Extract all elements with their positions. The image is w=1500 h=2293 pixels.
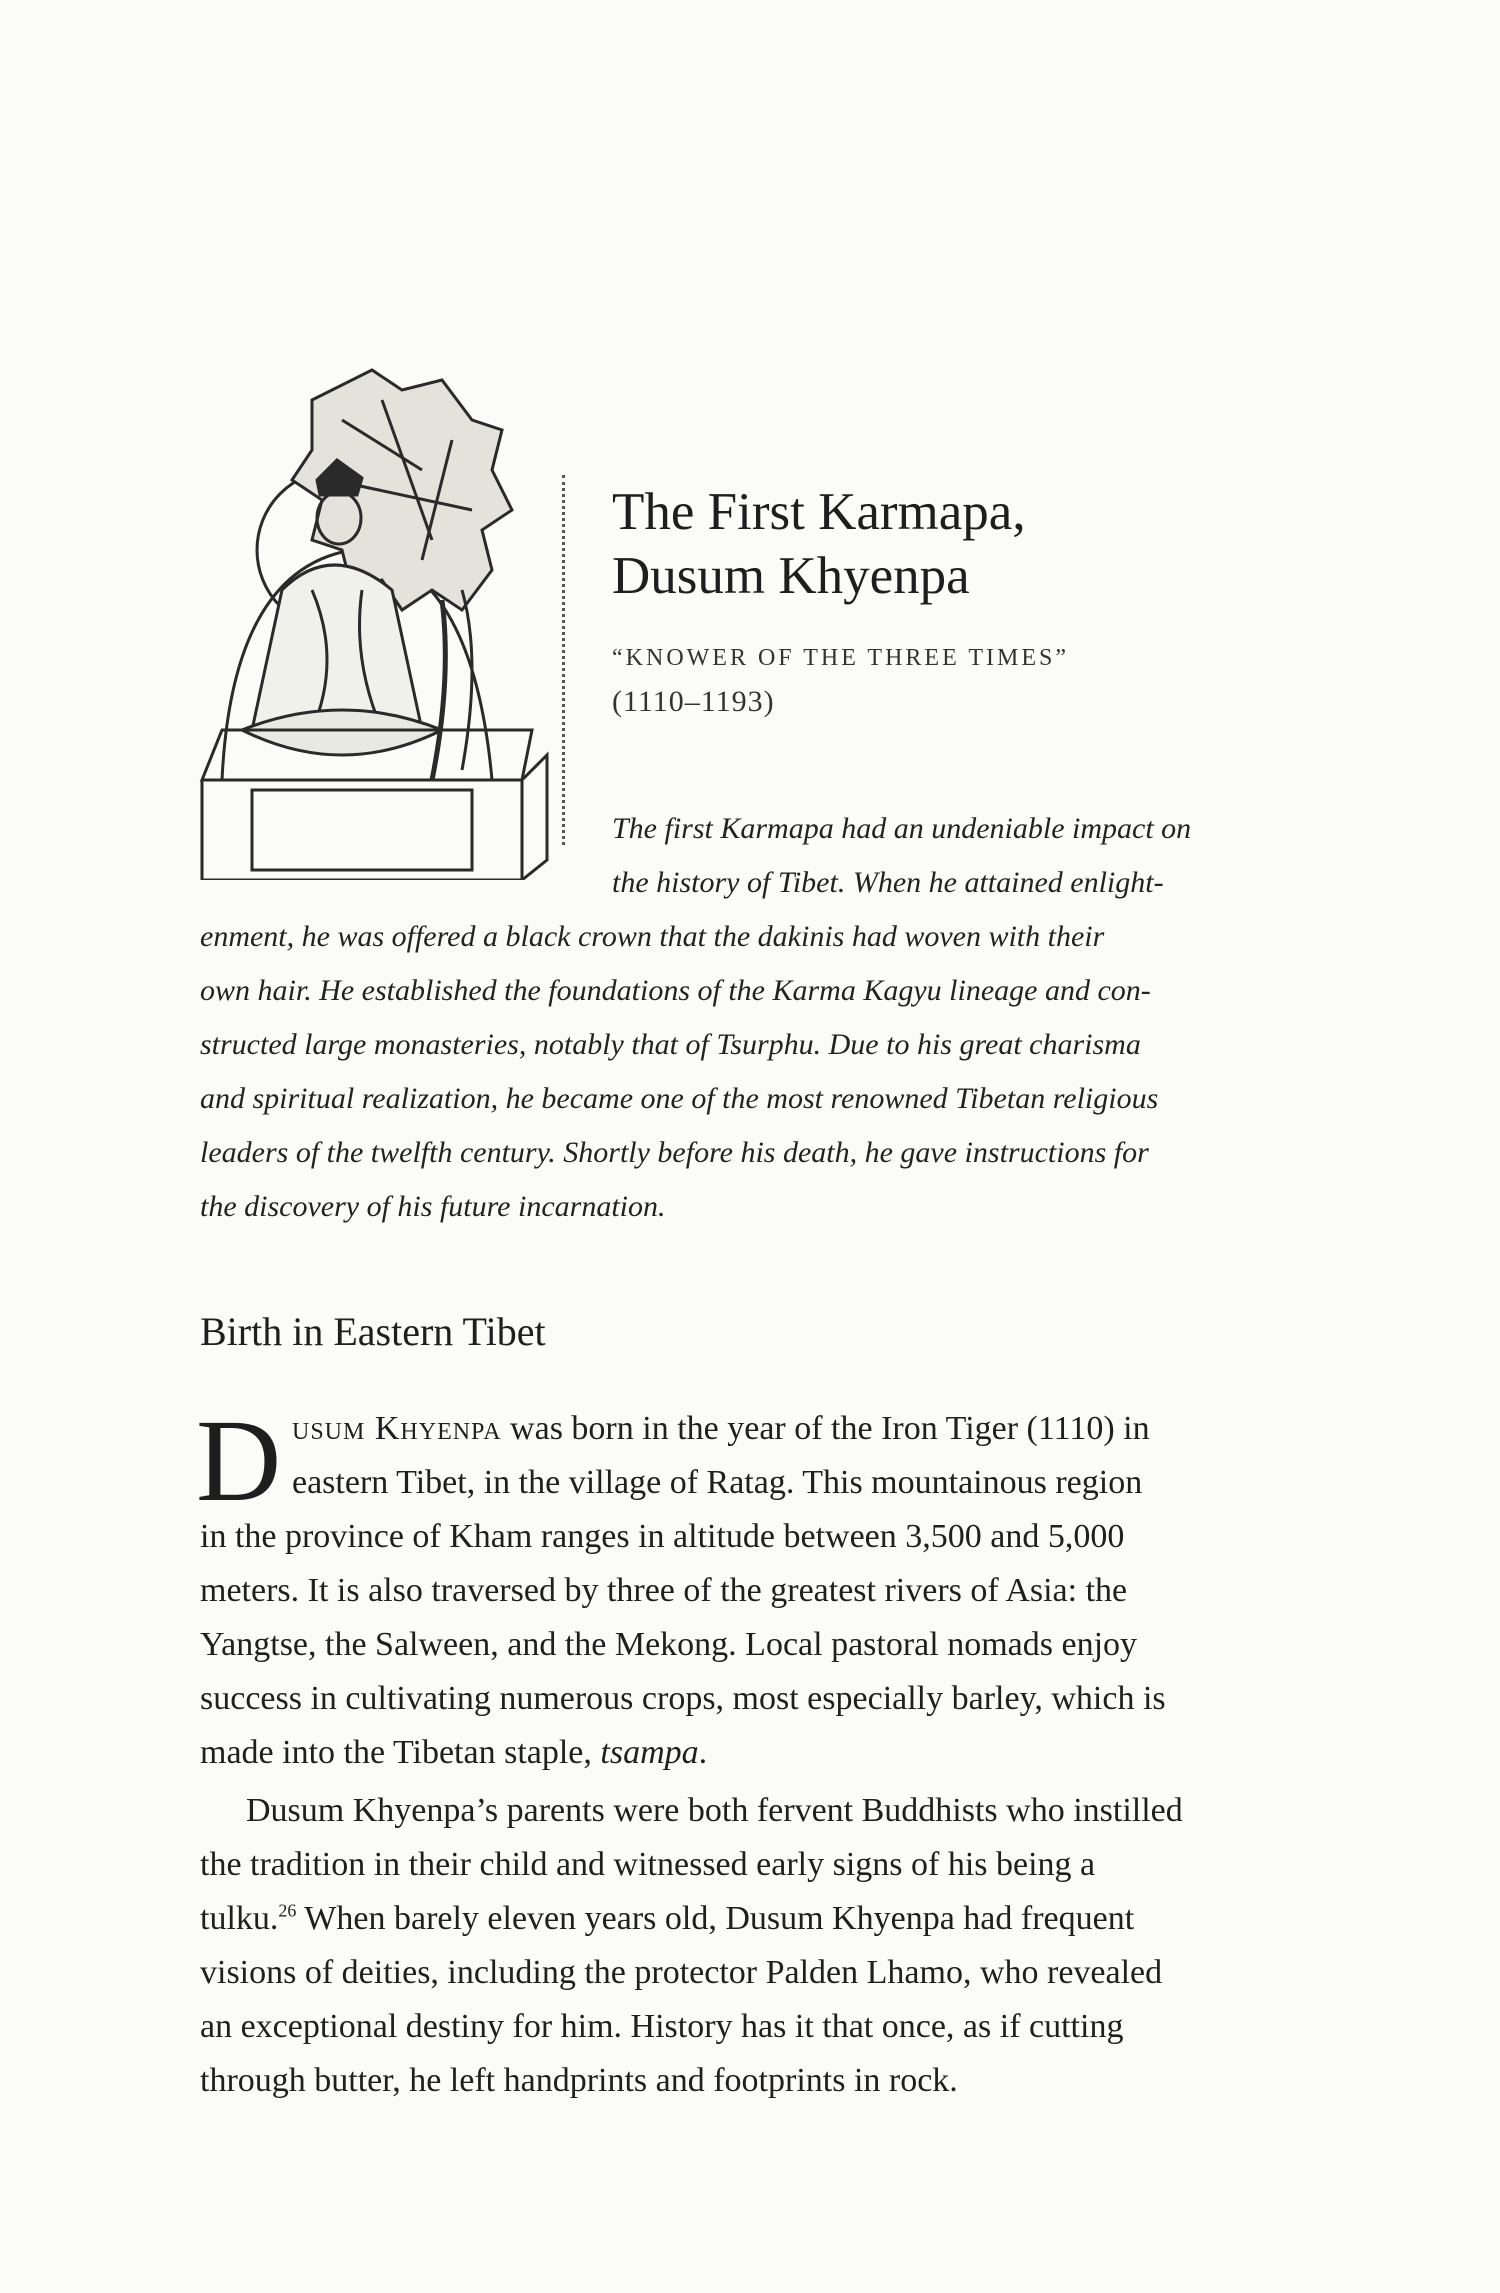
- body-text: .: [698, 1734, 708, 1771]
- intro-line: own hair. He established the foundations of the Karma Kagyu lineage and con-: [200, 974, 1151, 1007]
- body-line: success in cultivating numerous crops, most especially barley, which is: [200, 1680, 1166, 1717]
- body-line: an exceptional destiny for him. History has it that once, as if cutting: [200, 2008, 1124, 2045]
- body-line: the tradition in their child and witnessed early signs of his being a: [200, 1846, 1096, 1883]
- title-line-1: The First Karmapa,: [612, 483, 1026, 541]
- body-line: visions of deities, including the protector Palden Lhamo, who revealed: [200, 1954, 1163, 1991]
- karmapa-illustration: [192, 360, 562, 880]
- body-line: [200, 1900, 1134, 1938]
- section-heading: Birth in Eastern Tibet: [200, 1309, 546, 1354]
- body-line: through butter, he left handprints and footprints in rock.: [200, 2062, 958, 2099]
- body-line: meters. It is also traversed by three of the greatest rivers of Asia: the: [200, 1572, 1128, 1609]
- body-line: Yangtse, the Salween, and the Mekong. Local pastoral nomads enjoy: [200, 1626, 1138, 1663]
- body-text: When barely eleven years old, Dusum Khyenpa had frequent: [296, 1900, 1135, 1937]
- footnote-marker[interactable]: 26: [278, 1900, 297, 1921]
- body-line: eastern Tibet, in the village of Ratag. This mountainous region: [292, 1464, 1143, 1501]
- body-text: was born in the year of the Iron Tiger (1110) in: [501, 1410, 1150, 1447]
- body-line: Dusum Khyenpa’s parents were both fervent Buddhists who instilled: [246, 1792, 1183, 1829]
- drop-cap: D: [196, 1395, 282, 1526]
- intro-line: the history of Tibet. When he attained enlight-: [612, 866, 1164, 899]
- body-text: made into the Tibetan staple,: [200, 1734, 601, 1771]
- body-line: [200, 1734, 707, 1772]
- chapter-title: [612, 480, 1312, 608]
- intro-line: the discovery of his future incarnation.: [200, 1190, 666, 1223]
- body-text: tulku.: [200, 1900, 279, 1937]
- body-line: [292, 1410, 1150, 1448]
- body-line: in the province of Kham ranges in altitude between 3,500 and 5,000: [200, 1518, 1125, 1555]
- lead-small-caps: usum Khyenpa: [292, 1410, 502, 1447]
- intro-line: structed large monasteries, notably that of Tsurphu. Due to his great charisma: [200, 1028, 1141, 1061]
- chapter-dates: (1110–1193): [612, 685, 775, 718]
- intro-line: enment, he was offered a black crown that the dakinis had woven with their: [200, 920, 1105, 953]
- title-line-2: Dusum Khyenpa: [612, 547, 970, 605]
- intro-line: and spiritual realization, he became one of the most renowned Tibetan religious: [200, 1082, 1159, 1115]
- dotted-divider: [562, 475, 565, 845]
- tsampa-italic: tsampa: [600, 1734, 699, 1771]
- chapter-epithet: “KNOWER OF THE THREE TIMES”: [612, 645, 1069, 671]
- intro-line: The first Karmapa had an undeniable impact on: [612, 812, 1192, 845]
- intro-line: leaders of the twelfth century. Shortly before his death, he gave instructions for: [200, 1136, 1149, 1169]
